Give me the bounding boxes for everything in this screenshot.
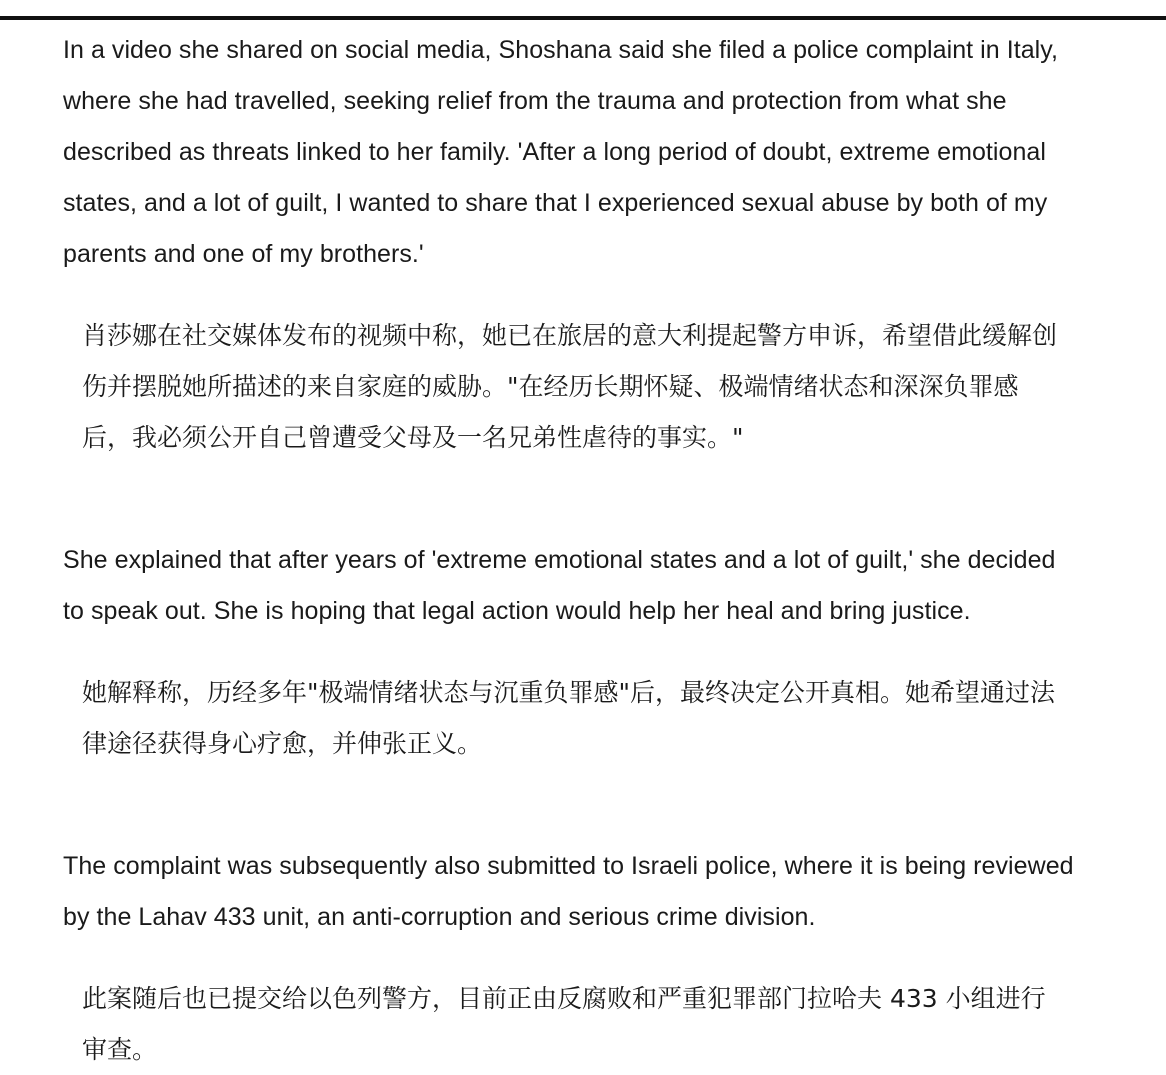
text-line: 伤并摆脱她所描述的来自家庭的威胁。"在经历长期怀疑、极端情绪状态和深深负罪感: [82, 372, 1019, 401]
text-line: parents and one of my brothers.': [63, 240, 424, 268]
spacer: [63, 463, 1158, 535]
text-line: In a video she shared on social media, Shoshana said she filed a police complaint in Italy,: [63, 36, 1058, 64]
spacer: [63, 637, 1158, 667]
paragraph-english-3: [63, 841, 1158, 943]
text-line: 此案随后也已提交给以色列警方，目前正由反腐败和严重犯罪部门拉哈夫 433 小组进行: [82, 984, 1046, 1013]
text-line: by the Lahav 433 unit, an anti-corruption and serious crime division.: [63, 903, 816, 931]
text-line: states, and a lot of guilt, I wanted to share that I experienced sexual abuse by both of my: [63, 189, 1048, 217]
text-line: The complaint was subsequently also submitted to Israeli police, where it is being reviewed: [63, 852, 1074, 880]
text-line: 后，我必须公开自己曾遭受父母及一名兄弟性虐待的事实。": [82, 423, 744, 452]
paragraph-english-2: [63, 535, 1158, 637]
spacer: [63, 280, 1158, 310]
text-line: 审查。: [82, 1035, 158, 1064]
text-line: to speak out. She is hoping that legal action would help her heal and bring justice.: [63, 597, 971, 625]
text-line: 肖莎娜在社交媒体发布的视频中称，她已在旅居的意大利提起警方申诉，希望借此缓解创: [82, 321, 1058, 350]
paragraph-english-1: [63, 25, 1158, 280]
text-line: described as threats linked to her family. 'After a long period of doubt, extreme emotional: [63, 138, 1046, 166]
spacer: [63, 769, 1158, 841]
paragraph-chinese-2: [82, 667, 1158, 769]
text-line: 她解释称，历经多年"极端情绪状态与沉重负罪感"后，最终决定公开真相。她希望通过法: [82, 678, 1056, 707]
spacer: [63, 943, 1158, 973]
text-line: where she had travelled, seeking relief from the trauma and protection from what she: [63, 87, 1007, 115]
text-line: She explained that after years of 'extreme emotional states and a lot of guilt,' she decided: [63, 546, 1056, 574]
paragraph-chinese-3: [82, 973, 1158, 1075]
paragraph-chinese-1: [82, 310, 1158, 463]
top-divider: [0, 16, 1166, 20]
article-body: [63, 25, 1158, 1075]
text-line: 律途径获得身心疗愈，并伸张正义。: [82, 729, 483, 758]
